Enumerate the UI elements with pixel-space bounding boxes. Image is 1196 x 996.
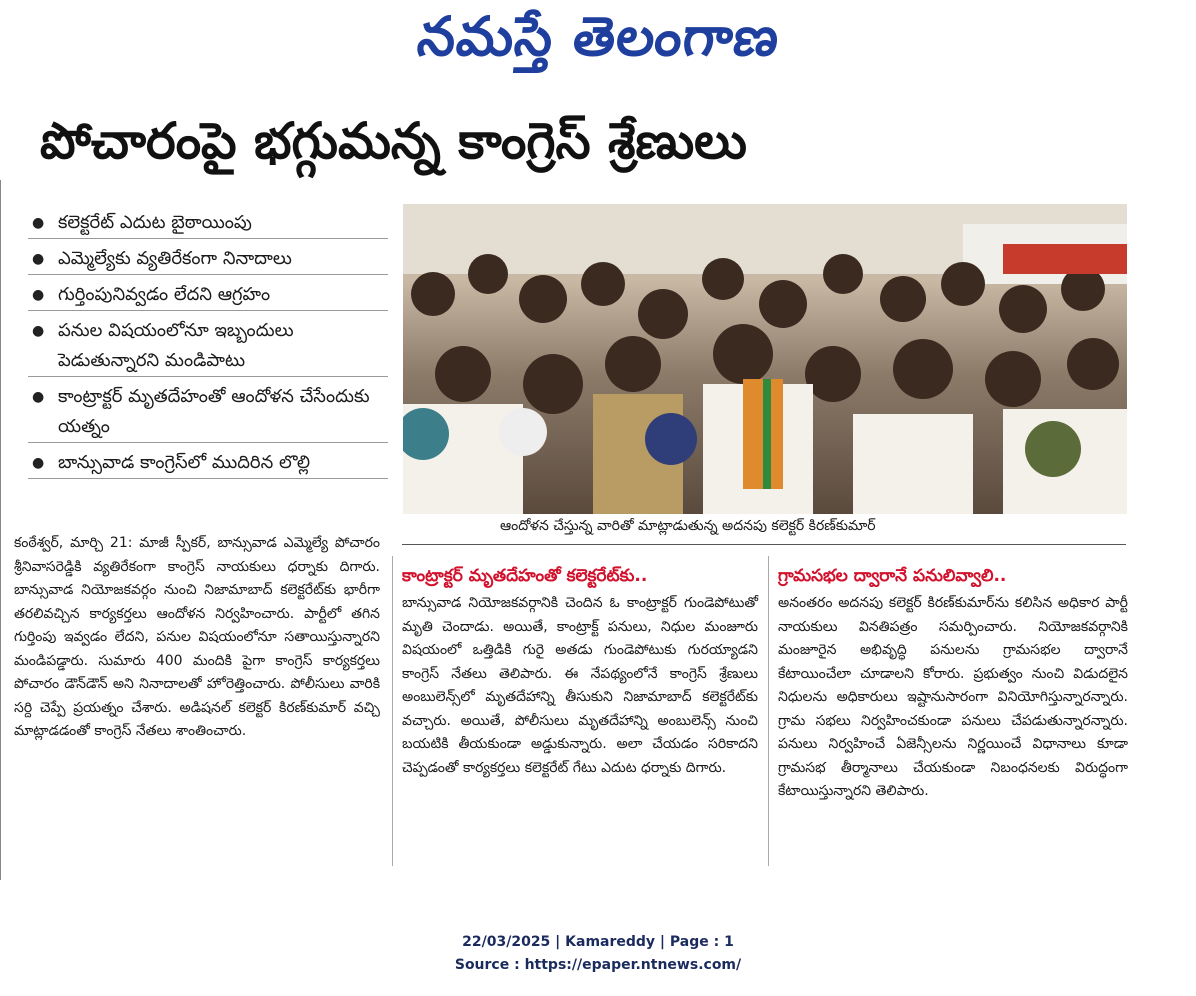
article-column-2: బాన్సువాడ నియోజకవర్గానికి చెందిన ఓ కాంట్రాక్టర్ గుండెపోటుతో మృతి చెందాడు. అయితే, కాంట్రాక్ట్ పనులు, నిధుల మంజూరు విషయంలో ఒత్తిడికి గురై అతడు గుండెపోటుకు గురయ్యాడని కాంగ్రెస్ నేతలు తెలిపారు. ఈ నేపథ్యంలోనే కాంగ్రెస్ శ్రేణులు అంబులెన్స్‌లో మృతదేహాన్ని తీసుకుని నిజామాబాద్ కలెక్టరేట్‌కు వచ్చారు. అయితే, పోలీసులు మృతదేహాన్ని అంబులెన్స్ నుంచి బయటికి తీయకుండా అడ్డుకున్నారు. అలా చేయడం సరికాదని చెప్పడంతో కార్యకర్తలు కలెక్టరేట్ గేటు ఎదుట ధర్నాకు దిగారు. xyxy=(402,595,758,776)
highlight-item: ● ఎమ్మెల్యేకు వ్యతిరేకంగా నినాదాలు xyxy=(28,244,388,275)
article-column-3: అనంతరం అదనపు కలెక్టర్ కిరణ్‌కుమార్‌ను కలిసిన అధికార పార్టీ నాయకులు వినతిపత్రం సమర్పించారు. నియోజకవర్గానికి మంజూరైన అభివృద్ధి పనులను గ్రామసభల ద్వారానే కేటాయించేలా చూడాలని కోరారు. ప్రభుత్వం నుంచి విడుదలైన నిధులను అధికారులు ఇష్టానుసారంగా వినియోగిస్తున్నారన్నారు. గ్రామ సభలు నిర్వహించకుండా పనులు చేపడుతున్నారన్నారు. పనులు నిర్వహించే ఏజెన్సీలను నిర్ణయించే విధానాలు కూడా గ్రామసభ తీర్మానాలు చేయకుండా నిబంధనలకు విరుద్ధంగా కేటాయిస్తున్నారని తెలిపారు. xyxy=(778,595,1128,799)
highlight-item: ● పనుల విషయంలోనూ ఇబ్బందులు పెడుతున్నారని మండిపాటు xyxy=(28,316,388,377)
highlight-item: ● కాంట్రాక్టర్ మృతదేహంతో ఆందోళన చేసేందుకు యత్నం xyxy=(28,382,388,443)
article-headline: పోచారంపై భగ్గుమన్న కాంగ్రెస్ శ్రేణులు xyxy=(40,112,747,170)
news-photo xyxy=(403,204,1127,514)
footer-source: Source : https://epaper.ntnews.com/ xyxy=(454,957,742,973)
caption-divider xyxy=(402,544,1126,545)
highlight-item: ● బాన్సువాడ కాంగ్రెస్‌లో ముదిరిన లొల్లి xyxy=(28,448,388,479)
column-divider xyxy=(768,556,769,866)
footer-edition-info: 22/03/2025 | Kamareddy | Page : 1 xyxy=(462,934,734,950)
column-3-subheading: గ్రామసభల ద్వారానే పనులివ్వాలి.. xyxy=(778,566,1007,586)
article-column-1: కంఠేశ్వర్, మార్చి 21: మాజీ స్పీకర్, బాన్సువాడ ఎమ్మెల్యే పోచారం శ్రీనివాసరెడ్డికి వ్యతిరేకంగా కాంగ్రెస్ నాయకులు ధర్నాకు దిగారు. బాన్సువాడ నియోజకవర్గం నుంచి నిజామాబాద్ కలెక్టరేట్‌కు భారీగా తరలివచ్చిన కార్యకర్తలు ఆందోళన నిర్వహించారు. పార్టీలో తగిన గుర్తింపు ఇవ్వడం లేదని, పనుల విషయంలోనూ సతాయిస్తున్నారని మండిపడ్డారు. సుమారు 400 మందికి పైగా కాంగ్రెస్ కార్యకర్తలు పోచారం డౌన్‌డౌన్ అని నినాదాలతో హోరెత్తించారు. పోలీసులు వారికి సర్ది చెప్పే ప్రయత్నం చేశారు. అడిషనల్ కలెక్టర్ కిరణ్‌కుమార్ వచ్చి మాట్లాడడంతో కాంగ్రెస్ నేతలు శాంతించారు. xyxy=(14,535,380,739)
column-2-subheading: కాంట్రాక్టర్ మృతదేహంతో కలెక్టరేట్‌కు.. xyxy=(402,566,648,586)
crowd-illustration xyxy=(403,204,1127,514)
highlight-item: ● గుర్తింపునివ్వడం లేదని ఆగ్రహం xyxy=(28,280,388,311)
highlights-list xyxy=(28,208,388,484)
column-divider xyxy=(392,556,393,866)
page-left-edge xyxy=(0,180,1,880)
photo-caption: ఆందోళన చేస్తున్న వారితో మాట్లాడుతున్న అదనపు కలెక్టర్ కిరణ్‌కుమార్ xyxy=(500,518,876,534)
newspaper-masthead: నమస్తే తెలంగాణ xyxy=(414,4,783,68)
highlight-item: ● కలెక్టరేట్ ఎదుట బైఠాయింపు xyxy=(28,208,388,239)
